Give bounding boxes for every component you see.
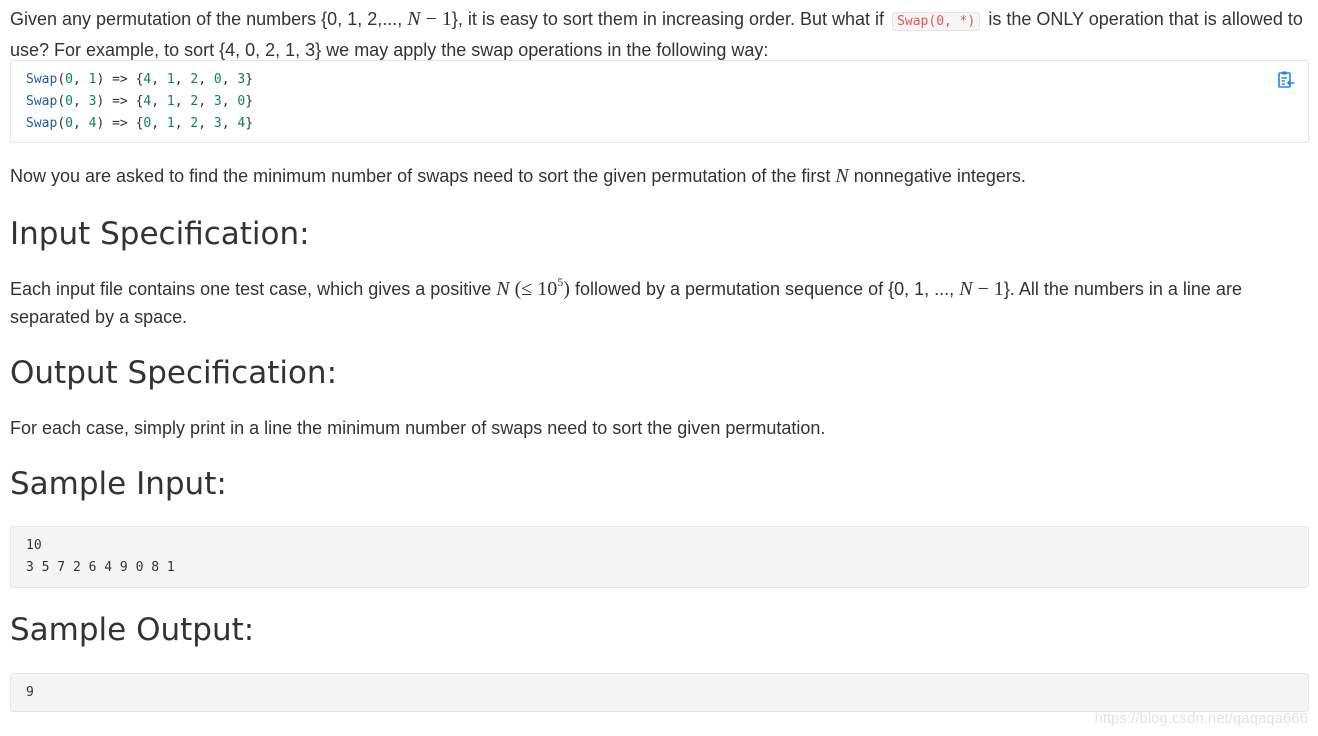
- output-spec-paragraph: For each case, simply print in a line the minimum number of swaps need to sort the given permutation.: [10, 418, 826, 438]
- example-code-line: Swap(0, 1) => {4, 1, 2, 0, 3}: [26, 72, 254, 87]
- input-spec-heading: Input Specification:: [10, 216, 310, 252]
- sample-output-heading: Sample Output:: [10, 612, 255, 648]
- clipboard-copy-icon: [1276, 70, 1296, 90]
- watermark: https://blog.csdn.net/qaqaqa666: [1094, 710, 1308, 727]
- intro-text-1: Given any permutation of the numbers {0, 1, 2,...,: [10, 9, 408, 29]
- sample-input-line: 10: [26, 538, 42, 553]
- example-code-line: Swap(0, 3) => {4, 1, 2, 3, 0}: [26, 94, 254, 109]
- input-spec-text-1: Each input file contains one test case, which gives a positive: [10, 279, 497, 299]
- input-spec-math-n-bound: N (≤ $10^5$): [496, 275, 570, 300]
- intro-text-3: is the ONLY operation that is allowed to use? For example, to sort {4, 0, 2, 1, 3} we may apply the swap operations in the following way:: [10, 9, 1303, 60]
- sample-input-line: 3 5 7 2 6 4 9 0 8 1: [26, 560, 175, 575]
- task-text-1: Now you are asked to find the minimum number of swaps need to sort the given permutation of the first: [10, 166, 836, 186]
- sample-input-heading: Sample Input:: [10, 466, 227, 502]
- sample-output-block: [10, 673, 1309, 712]
- example-code-block: [10, 60, 1309, 143]
- intro-paragraph: [10, 5, 1309, 64]
- input-spec-text-2: followed by a permutation sequence of {0, 1, ...,: [569, 279, 960, 299]
- input-spec-math-n-minus-1: N − 1: [959, 278, 1004, 300]
- sample-input-block: [10, 526, 1309, 588]
- input-spec-text-3: }. All the numbers in a line are separated by a space.: [10, 279, 1242, 327]
- task-paragraph: [10, 162, 1309, 190]
- copy-code-button[interactable]: [1276, 70, 1296, 90]
- output-spec-heading: Output Specification:: [10, 355, 338, 391]
- sample-output-line: 9: [26, 685, 34, 700]
- task-math-n: N: [835, 165, 849, 187]
- intro-text-2: }, it is easy to sort them in increasing order. But what if: [451, 9, 890, 29]
- example-code-lines: [26, 69, 1293, 135]
- inline-code-swap: Swap(0, *): [892, 12, 980, 31]
- task-text-2: nonnegative integers.: [848, 166, 1026, 186]
- example-code-line: Swap(0, 4) => {0, 1, 2, 3, 4}: [26, 116, 254, 131]
- input-spec-paragraph: [10, 275, 1309, 331]
- intro-math-n-minus-1: N − 1: [407, 8, 452, 30]
